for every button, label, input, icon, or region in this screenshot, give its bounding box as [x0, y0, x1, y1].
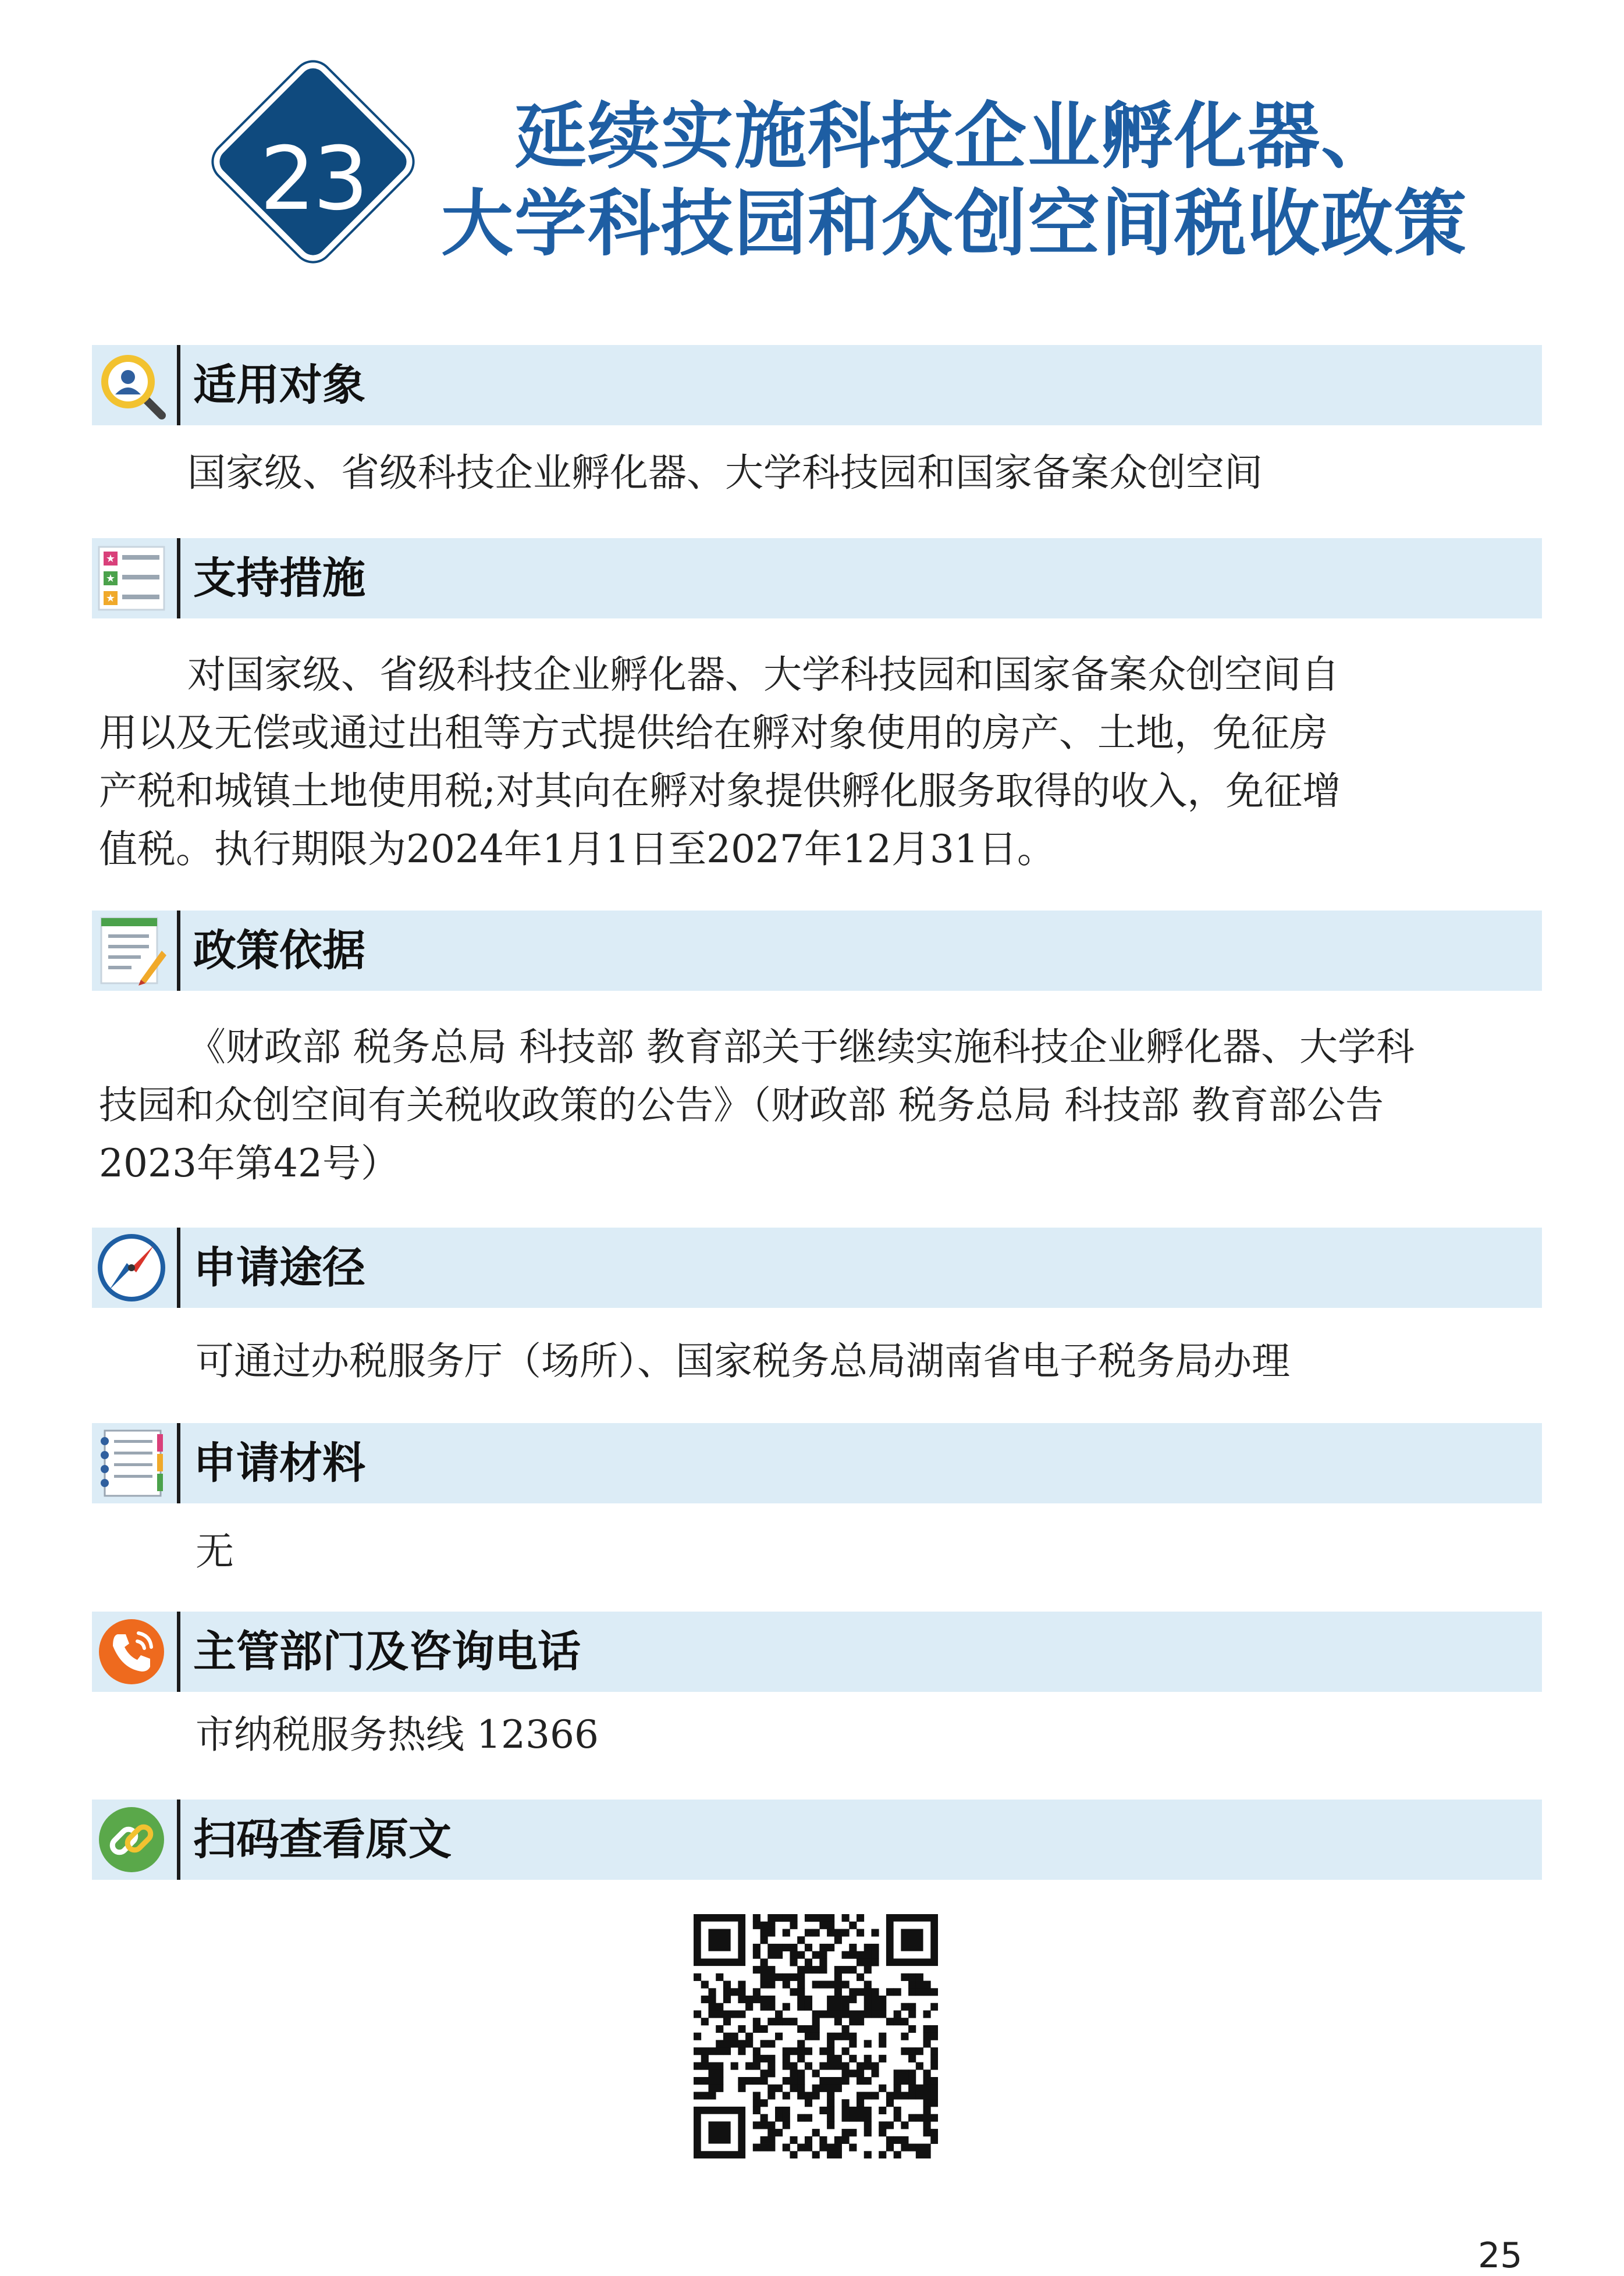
qr-code[interactable] — [694, 1914, 938, 2158]
title-line-2: 大学科技园和众创空间税收政策 — [440, 182, 1467, 266]
svg-text:★: ★ — [105, 572, 116, 585]
link-chain-icon — [97, 1805, 166, 1875]
checklist-stars-icon — [97, 543, 166, 613]
section-label: 政策依据 — [193, 926, 365, 976]
contact-text: 市纳税服务热线 12366 — [196, 1712, 599, 1757]
basis-line-1: 《财政部 税务总局 科技部 教育部关于继续实施科技企业孵化器、大学科 — [187, 1025, 1415, 1069]
measures-line-3: 产税和城镇土地使用税;对其向在孵对象提供孵化服务取得的收入，免征增 — [99, 769, 1341, 813]
basis-line-2: 技园和众创空间有关税收政策的公告》（财政部 税务总局 科技部 教育部公告 — [99, 1083, 1384, 1128]
section-channel-header — [92, 1228, 1542, 1308]
person-magnifier-icon — [97, 350, 166, 420]
section-label: 申请材料 — [193, 1438, 365, 1488]
section-label: 适用对象 — [193, 360, 365, 410]
svg-text:★: ★ — [105, 553, 116, 565]
measures-line-2: 用以及无偿或通过出租等方式提供给在孵对象使用的房产、土地，免征房 — [99, 710, 1328, 755]
section-measures-header — [92, 538, 1542, 618]
materials-text: 无 — [196, 1529, 234, 1574]
section-label: 支持措施 — [193, 553, 365, 603]
title-line-1: 延续实施科技企业孵化器、 — [514, 95, 1394, 179]
section-label: 扫码查看原文 — [193, 1815, 452, 1865]
measures-line-1: 对国家级、省级科技企业孵化器、大学科技园和国家备案众创空间自 — [187, 652, 1339, 697]
measures-line-4: 值税。执行期限为2024年1月1日至2027年12月31日。 — [99, 827, 1056, 872]
document-pencil-icon — [97, 916, 166, 986]
section-materials-header — [92, 1423, 1542, 1503]
section-contact-header — [92, 1612, 1542, 1692]
applicable-text: 国家级、省级科技企业孵化器、大学科技园和国家备案众创空间 — [187, 450, 1263, 495]
policy-number: 23 — [260, 129, 367, 230]
measures-text — [99, 646, 1536, 879]
basis-line-3: 2023年第42号） — [99, 1141, 399, 1186]
notebook-icon — [97, 1428, 166, 1498]
page-number: 25 — [1478, 2235, 1523, 2276]
section-label: 申请途径 — [193, 1243, 365, 1293]
section-basis-header — [92, 911, 1542, 991]
section-applicable-header — [92, 345, 1542, 425]
basis-text — [99, 1018, 1536, 1193]
phone-icon — [97, 1617, 166, 1687]
svg-text:★: ★ — [105, 592, 116, 604]
section-scan-header — [92, 1800, 1542, 1880]
compass-icon — [97, 1233, 166, 1303]
channel-text: 可通过办税服务厅（场所）、国家税务总局湖南省电子税务局办理 — [196, 1339, 1290, 1384]
section-label: 主管部门及咨询电话 — [193, 1627, 581, 1677]
page-title — [431, 93, 1478, 268]
